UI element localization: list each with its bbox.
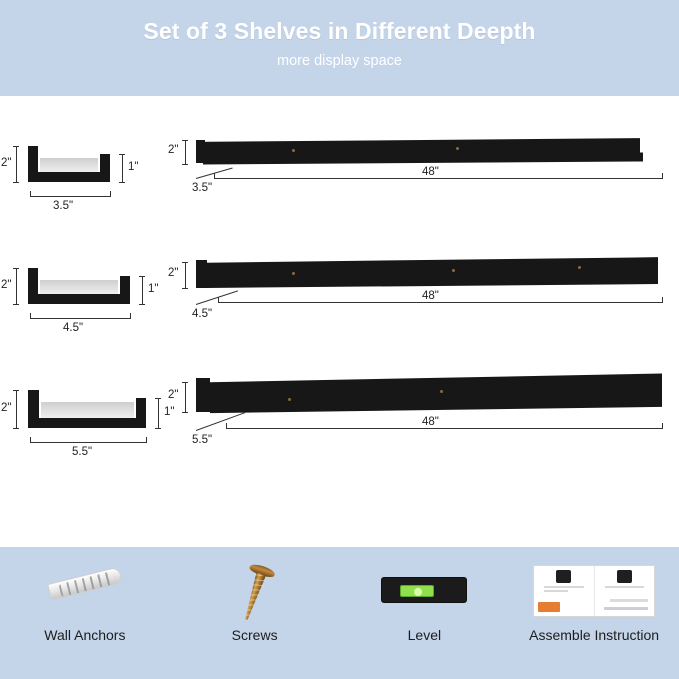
- dim-line-shelf-length: [226, 428, 662, 429]
- accessory-label: Screws: [231, 627, 278, 643]
- dim-line-depth: [30, 442, 146, 443]
- accessory-screws: [170, 547, 340, 679]
- accessory-label: Assemble Instruction: [529, 627, 660, 643]
- dim-tick: [662, 297, 663, 303]
- dim-line-depth: [30, 318, 130, 319]
- dim-tick: [119, 154, 125, 155]
- screw-hole: [288, 398, 291, 401]
- dim-profile-depth: 3.5": [53, 200, 74, 212]
- dim-line-lip: [142, 276, 143, 304]
- dim-shelf-height: 2": [168, 144, 179, 156]
- dim-tick: [119, 182, 125, 183]
- dim-line-height-left: [16, 268, 17, 304]
- dim-shelf-length: 48": [422, 416, 439, 428]
- profile-base: [28, 294, 130, 304]
- dim-tick: [182, 140, 188, 141]
- shelf-dimension-diagram: [0, 96, 679, 547]
- accessory-label: Level: [407, 627, 442, 643]
- shelf-row-5-5: [0, 356, 679, 481]
- dim-profile-height: 2": [1, 402, 12, 414]
- dim-tick: [30, 437, 31, 443]
- dim-profile-lip: 1": [164, 406, 175, 418]
- accessory-label: Wall Anchors: [44, 627, 126, 643]
- profile-front-lip: [100, 154, 110, 176]
- dim-profile-lip: 1": [128, 161, 139, 173]
- profile-base: [28, 172, 110, 182]
- dim-tick: [13, 428, 19, 429]
- dim-tick: [182, 288, 188, 289]
- profile-front-lip: [136, 398, 146, 422]
- shelf-row-4-5: [0, 236, 679, 351]
- dim-tick: [130, 313, 131, 319]
- dim-tick: [139, 304, 145, 305]
- screw-hole: [440, 390, 443, 393]
- screw-hole: [292, 272, 295, 275]
- profile-base: [28, 418, 146, 428]
- dim-tick: [13, 146, 19, 147]
- dim-line-shelf-length: [218, 302, 662, 303]
- shelf-left-end: [196, 140, 205, 163]
- dim-shelf-length: 48": [422, 166, 439, 178]
- dim-line-lip: [158, 398, 159, 428]
- dim-tick: [30, 191, 31, 197]
- dim-tick: [30, 313, 31, 319]
- dim-tick: [226, 423, 227, 429]
- dim-profile-height: 2": [1, 157, 12, 169]
- wall-anchor-icon: [0, 547, 170, 625]
- profile-front-lip: [120, 276, 130, 298]
- page-title: Set of 3 Shelves in Different Deepth: [143, 18, 536, 44]
- shelf-row-3-5: [0, 116, 679, 226]
- dim-tick: [13, 304, 19, 305]
- dim-tick: [13, 390, 19, 391]
- dim-line-lip: [122, 154, 123, 182]
- dim-tick: [155, 398, 161, 399]
- dim-tick: [182, 382, 188, 383]
- banner-header: [0, 0, 679, 96]
- accessory-level: [340, 547, 510, 679]
- dim-shelf-depth: 5.5": [192, 434, 213, 446]
- dim-line-height-left: [16, 146, 17, 182]
- level-icon: [340, 547, 510, 625]
- instruction-booklet-icon: [509, 547, 679, 625]
- dim-line-shelf-height: [185, 262, 186, 288]
- screw-hole: [456, 147, 459, 150]
- dim-shelf-height: 2": [168, 389, 179, 401]
- dim-profile-height: 2": [1, 279, 12, 291]
- shelf-front-lip: [203, 152, 643, 164]
- screw-hole: [292, 149, 295, 152]
- dim-tick: [155, 428, 161, 429]
- dim-profile-lip: 1": [148, 283, 159, 295]
- shelf-left-end: [196, 260, 207, 288]
- dim-shelf-length: 48": [422, 290, 439, 302]
- screw-hole: [452, 269, 455, 272]
- dim-shelf-depth: 3.5": [192, 182, 213, 194]
- dim-profile-depth: 4.5": [63, 322, 84, 334]
- accessories-panel: [0, 547, 679, 679]
- dim-tick: [139, 276, 145, 277]
- profile-inner-face: [40, 280, 118, 294]
- screw-icon: [170, 547, 340, 625]
- dim-tick: [13, 268, 19, 269]
- dim-tick: [182, 262, 188, 263]
- dim-tick: [662, 173, 663, 179]
- profile-inner-face: [41, 402, 134, 418]
- dim-tick: [662, 423, 663, 429]
- dim-line-shelf-height: [185, 140, 186, 164]
- accessory-instructions: [509, 547, 679, 679]
- dim-tick: [214, 173, 215, 179]
- dim-profile-depth: 5.5": [72, 446, 93, 458]
- accessory-wall-anchors: [0, 547, 170, 679]
- dim-tick: [13, 182, 19, 183]
- dim-line-shelf-height: [185, 382, 186, 412]
- dim-shelf-height: 2": [168, 267, 179, 279]
- screw-hole: [578, 266, 581, 269]
- dim-tick: [182, 412, 188, 413]
- dim-shelf-depth: 4.5": [192, 308, 213, 320]
- shelf-left-end: [196, 378, 210, 412]
- dim-tick: [218, 297, 219, 303]
- page-subtitle: more display space: [277, 53, 402, 69]
- dim-line-depth: [30, 196, 110, 197]
- dim-tick: [146, 437, 147, 443]
- dim-line-shelf-length: [214, 178, 662, 179]
- dim-tick: [110, 191, 111, 197]
- dim-line-height-left: [16, 390, 17, 428]
- dim-tick: [182, 164, 188, 165]
- profile-inner-face: [40, 158, 98, 172]
